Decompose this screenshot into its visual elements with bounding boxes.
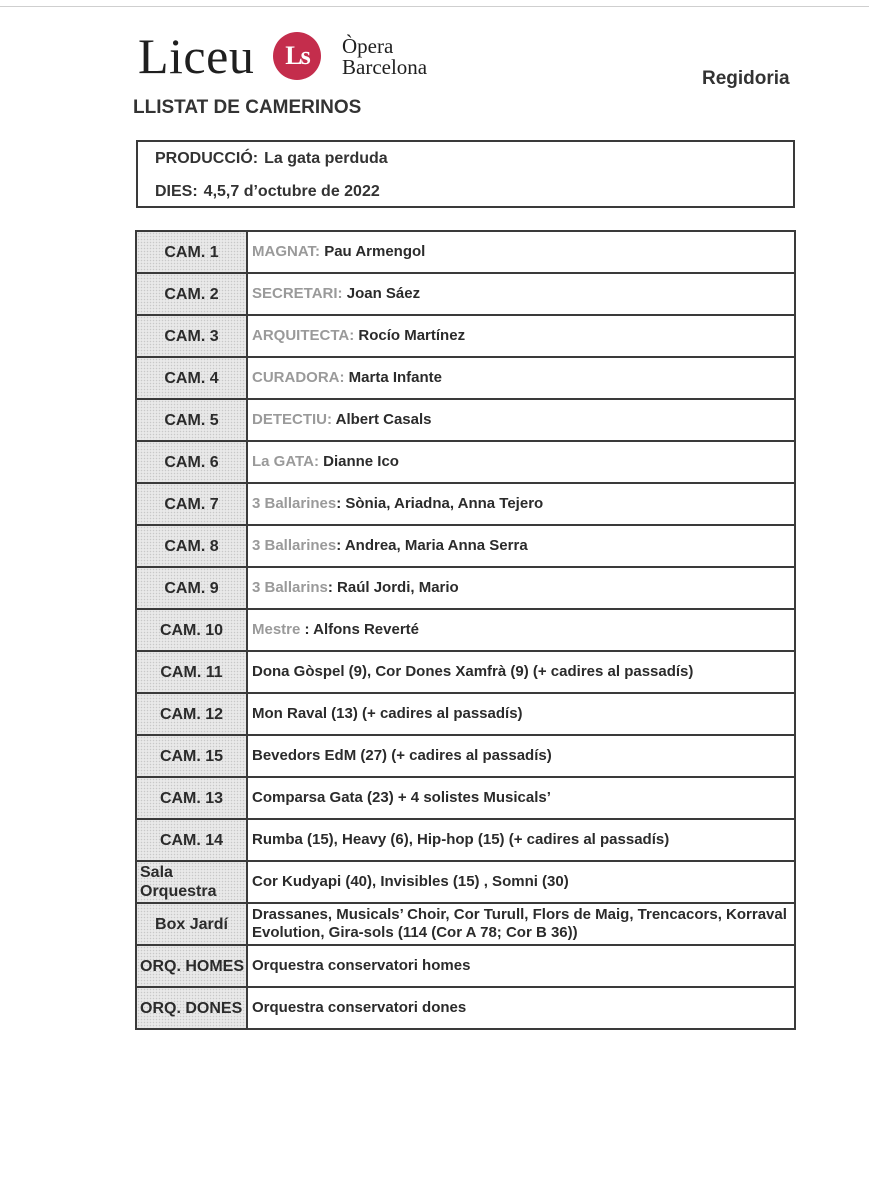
department-label: Regidoria xyxy=(702,68,790,89)
logo-circle-icon: Ls xyxy=(273,32,321,80)
table-row xyxy=(136,525,795,567)
occupants-cell: Orquestra conservatori homes xyxy=(247,945,795,987)
dressing-room-table xyxy=(135,230,796,1030)
occupants-text: : Alfons Reverté xyxy=(300,621,419,638)
table-row xyxy=(136,861,795,903)
room-cell: CAM. 10 xyxy=(136,609,247,651)
occupants-text: : Sònia, Ariadna, Anna Tejero xyxy=(336,495,544,512)
room-cell: CAM. 11 xyxy=(136,651,247,693)
occupants-cell xyxy=(247,231,795,273)
room-cell: CAM. 3 xyxy=(136,315,247,357)
role-label: SECRETARI: xyxy=(252,285,343,302)
occupants-cell xyxy=(247,273,795,315)
table-row xyxy=(136,567,795,609)
table-row xyxy=(136,819,795,861)
logo-opera-text: Òpera xyxy=(342,34,394,58)
occupants-text: : Andrea, Maria Anna Serra xyxy=(336,537,528,554)
occupants-text: Dianne Ico xyxy=(318,453,399,470)
production-label: PRODUCCIÓ: xyxy=(155,150,259,167)
table-row xyxy=(136,315,795,357)
role-label: 3 Ballarins xyxy=(252,579,328,596)
production-box xyxy=(136,140,795,208)
room-cell: CAM. 4 xyxy=(136,357,247,399)
occupants-cell: Comparsa Gata (23) + 4 solistes Musicals’ xyxy=(247,777,795,819)
role-label: CURADORA: xyxy=(252,369,345,386)
table-row xyxy=(136,735,795,777)
role-label: Mestre xyxy=(252,621,301,638)
role-label: DETECTIU: xyxy=(252,411,332,428)
room-cell: CAM. 8 xyxy=(136,525,247,567)
room-cell: ORQ. DONES xyxy=(136,987,247,1029)
liceu-logo xyxy=(138,28,458,88)
room-cell: CAM. 9 xyxy=(136,567,247,609)
occupants-cell xyxy=(247,441,795,483)
table-row xyxy=(136,651,795,693)
table-row xyxy=(136,231,795,273)
occupants-cell: Dona Gòspel (9), Cor Dones Xamfrà (9) (+ cadires al passadís) xyxy=(247,651,795,693)
production-line xyxy=(155,150,388,168)
occupants-text: Joan Sáez xyxy=(342,285,421,302)
occupants-cell xyxy=(247,609,795,651)
occupants-cell xyxy=(247,357,795,399)
production-name: La gata perduda xyxy=(264,150,388,167)
occupants-cell: Orquestra conservatori dones xyxy=(247,987,795,1029)
table-row xyxy=(136,903,795,945)
room-cell: CAM. 7 xyxy=(136,483,247,525)
room-cell: ORQ. HOMES xyxy=(136,945,247,987)
occupants-cell xyxy=(247,567,795,609)
room-cell: CAM. 15 xyxy=(136,735,247,777)
occupants-cell: Cor Kudyapi (40), Invisibles (15) , Somni (30) xyxy=(247,861,795,903)
role-label: 3 Ballarines xyxy=(252,495,337,512)
room-cell: CAM. 2 xyxy=(136,273,247,315)
occupants-cell xyxy=(247,483,795,525)
top-rule xyxy=(0,6,869,7)
room-cell: CAM. 14 xyxy=(136,819,247,861)
role-label: ARQUITECTA: xyxy=(252,327,355,344)
logo-wordmark: Liceu xyxy=(138,28,255,84)
table-row xyxy=(136,441,795,483)
room-cell: CAM. 13 xyxy=(136,777,247,819)
table-row xyxy=(136,609,795,651)
occupants-text: Albert Casals xyxy=(332,411,432,428)
table-row xyxy=(136,399,795,441)
role-label: La GATA: xyxy=(252,453,319,470)
dates-value: 4,5,7 d’octubre de 2022 xyxy=(203,183,380,200)
table-row xyxy=(136,693,795,735)
occupants-cell: Bevedors EdM (27) (+ cadires al passadís) xyxy=(247,735,795,777)
logo-city-text: Barcelona xyxy=(342,55,428,79)
occupants-text: Rocío Martínez xyxy=(354,327,466,344)
occupants-cell xyxy=(247,525,795,567)
room-cell: CAM. 6 xyxy=(136,441,247,483)
role-label: 3 Ballarines xyxy=(252,537,337,554)
table-row xyxy=(136,945,795,987)
occupants-cell xyxy=(247,399,795,441)
room-cell: Sala Orquestra xyxy=(136,861,247,903)
occupants-text: Marta Infante xyxy=(344,369,443,386)
dates-label: DIES: xyxy=(155,183,198,200)
room-cell: CAM. 1 xyxy=(136,231,247,273)
room-cell: CAM. 5 xyxy=(136,399,247,441)
room-cell: Box Jardí xyxy=(136,903,247,945)
table-row xyxy=(136,483,795,525)
table-row xyxy=(136,273,795,315)
occupants-cell: Mon Raval (13) (+ cadires al passadís) xyxy=(247,693,795,735)
table-row xyxy=(136,987,795,1029)
table-row xyxy=(136,777,795,819)
room-cell: CAM. 12 xyxy=(136,693,247,735)
occupants-cell xyxy=(247,315,795,357)
occupants-text: Pau Armengol xyxy=(320,243,426,260)
occupants-cell: Drassanes, Musicals’ Choir, Cor Turull, Flors de Maig, Trencacors, Korraval Evolution, Gira-sols (114 (Cor A 78; Cor B 36)) xyxy=(247,903,795,945)
page-title: LLISTAT DE CAMERINOS xyxy=(133,97,362,118)
table-row xyxy=(136,357,795,399)
occupants-text: : Raúl Jordi, Mario xyxy=(327,579,459,596)
occupants-cell: Rumba (15), Heavy (6), Hip-hop (15) (+ cadires al passadís) xyxy=(247,819,795,861)
role-label: MAGNAT: xyxy=(252,243,321,260)
dates-line xyxy=(155,183,380,201)
